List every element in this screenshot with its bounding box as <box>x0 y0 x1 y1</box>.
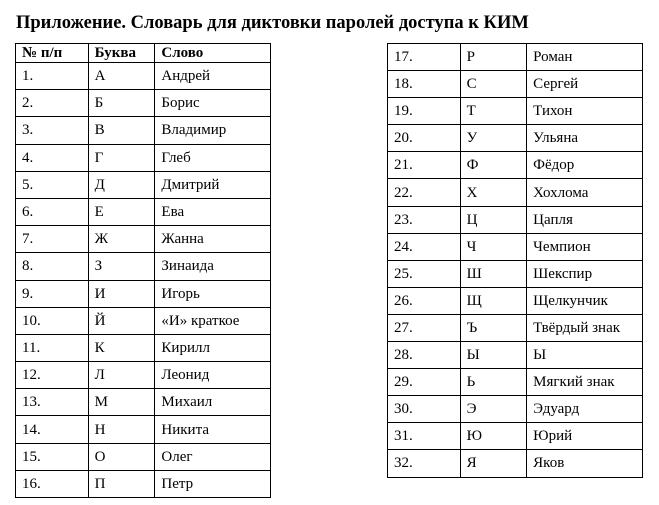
row-word: Дмитрий <box>155 171 271 198</box>
row-letter: Ч <box>460 233 527 260</box>
row-number: 10. <box>16 307 89 334</box>
row-number: 20. <box>388 125 461 152</box>
row-word: Олег <box>155 443 271 470</box>
row-letter: Е <box>88 198 155 225</box>
row-word: Борис <box>155 90 271 117</box>
row-letter: С <box>460 71 527 98</box>
table-row <box>388 98 643 125</box>
row-letter: К <box>88 334 155 361</box>
row-letter: Ь <box>460 369 527 396</box>
row-number: 18. <box>388 71 461 98</box>
table-row <box>388 71 643 98</box>
row-number: 15. <box>16 443 89 470</box>
table-row <box>16 362 271 389</box>
row-letter: Я <box>460 450 527 477</box>
row-letter: Г <box>88 144 155 171</box>
row-number: 21. <box>388 152 461 179</box>
row-letter: Щ <box>460 287 527 314</box>
dictionary-table-right <box>387 43 643 478</box>
table-row <box>16 144 271 171</box>
row-word: Сергей <box>527 71 643 98</box>
table-row <box>16 198 271 225</box>
row-number: 12. <box>16 362 89 389</box>
row-number: 31. <box>388 423 461 450</box>
header-word: Слово <box>155 44 271 63</box>
row-number: 25. <box>388 260 461 287</box>
row-letter: Ъ <box>460 314 527 341</box>
table-row <box>16 416 271 443</box>
row-number: 23. <box>388 206 461 233</box>
row-word: Игорь <box>155 280 271 307</box>
row-number: 17. <box>388 44 461 71</box>
row-number: 7. <box>16 226 89 253</box>
row-word: Кирилл <box>155 334 271 361</box>
row-word: Леонид <box>155 362 271 389</box>
row-letter: А <box>88 63 155 90</box>
row-word: Чемпион <box>527 233 643 260</box>
row-word: Ева <box>155 198 271 225</box>
row-word: Владимир <box>155 117 271 144</box>
header-num: № п/п <box>16 44 89 63</box>
row-word: Никита <box>155 416 271 443</box>
row-letter: Ж <box>88 226 155 253</box>
row-letter: П <box>88 470 155 497</box>
row-word: Шекспир <box>527 260 643 287</box>
row-word: Ульяна <box>527 125 643 152</box>
row-number: 6. <box>16 198 89 225</box>
table-row <box>16 90 271 117</box>
table-row <box>16 334 271 361</box>
table-row <box>16 470 271 497</box>
header-letter: Буква <box>88 44 155 63</box>
table-row <box>388 152 643 179</box>
row-letter: Х <box>460 179 527 206</box>
row-word: Эдуард <box>527 396 643 423</box>
row-word: Цапля <box>527 206 643 233</box>
table-row <box>388 260 643 287</box>
row-letter: Т <box>460 98 527 125</box>
row-number: 13. <box>16 389 89 416</box>
row-word: Щелкунчик <box>527 287 643 314</box>
row-letter: Й <box>88 307 155 334</box>
row-letter: И <box>88 280 155 307</box>
row-word: Михаил <box>155 389 271 416</box>
row-word: Зинаида <box>155 253 271 280</box>
row-letter: Б <box>88 90 155 117</box>
row-letter: У <box>460 125 527 152</box>
row-word: Юрий <box>527 423 643 450</box>
table-row <box>16 117 271 144</box>
table-row <box>388 369 643 396</box>
row-number: 28. <box>388 342 461 369</box>
table-row <box>16 389 271 416</box>
row-letter: Ц <box>460 206 527 233</box>
row-number: 30. <box>388 396 461 423</box>
table-row <box>388 125 643 152</box>
table-row <box>388 233 643 260</box>
row-letter: Ф <box>460 152 527 179</box>
row-letter: Н <box>88 416 155 443</box>
row-number: 8. <box>16 253 89 280</box>
table-row <box>16 226 271 253</box>
row-number: 27. <box>388 314 461 341</box>
row-number: 9. <box>16 280 89 307</box>
table-row <box>16 443 271 470</box>
table-row <box>16 171 271 198</box>
row-letter: Э <box>460 396 527 423</box>
table-row <box>388 314 643 341</box>
row-number: 32. <box>388 450 461 477</box>
row-word: Фёдор <box>527 152 643 179</box>
row-number: 5. <box>16 171 89 198</box>
row-letter: Ю <box>460 423 527 450</box>
table-row <box>388 396 643 423</box>
row-number: 3. <box>16 117 89 144</box>
row-number: 16. <box>16 470 89 497</box>
row-number: 1. <box>16 63 89 90</box>
table-row <box>388 287 643 314</box>
table-row <box>388 450 643 477</box>
row-letter: Д <box>88 171 155 198</box>
table-row <box>388 342 643 369</box>
row-number: 19. <box>388 98 461 125</box>
row-word: «И» краткое <box>155 307 271 334</box>
table-header-row <box>16 44 271 63</box>
row-word: Тихон <box>527 98 643 125</box>
row-letter: В <box>88 117 155 144</box>
dictionary-table-left <box>15 43 271 498</box>
row-letter: Ш <box>460 260 527 287</box>
row-word: Твёрдый знак <box>527 314 643 341</box>
row-letter: М <box>88 389 155 416</box>
row-number: 24. <box>388 233 461 260</box>
row-word: Жанна <box>155 226 271 253</box>
row-word: Роман <box>527 44 643 71</box>
row-word: Ы <box>527 342 643 369</box>
row-number: 4. <box>16 144 89 171</box>
row-letter: Р <box>460 44 527 71</box>
table-row <box>388 179 643 206</box>
row-word: Глеб <box>155 144 271 171</box>
table-row <box>16 253 271 280</box>
page-title: Приложение. Словарь для диктовки паролей доступа к КИМ <box>16 13 529 33</box>
row-word: Яков <box>527 450 643 477</box>
table-row <box>16 280 271 307</box>
row-number: 29. <box>388 369 461 396</box>
row-word: Мягкий знак <box>527 369 643 396</box>
table-row <box>388 206 643 233</box>
row-number: 22. <box>388 179 461 206</box>
row-number: 11. <box>16 334 89 361</box>
row-number: 2. <box>16 90 89 117</box>
row-letter: Л <box>88 362 155 389</box>
row-number: 14. <box>16 416 89 443</box>
table-row <box>388 44 643 71</box>
table-row <box>16 307 271 334</box>
row-letter: Ы <box>460 342 527 369</box>
row-word: Андрей <box>155 63 271 90</box>
row-word: Хохлома <box>527 179 643 206</box>
table-row <box>16 63 271 90</box>
row-letter: З <box>88 253 155 280</box>
row-word: Петр <box>155 470 271 497</box>
table-row <box>388 423 643 450</box>
row-number: 26. <box>388 287 461 314</box>
row-letter: О <box>88 443 155 470</box>
